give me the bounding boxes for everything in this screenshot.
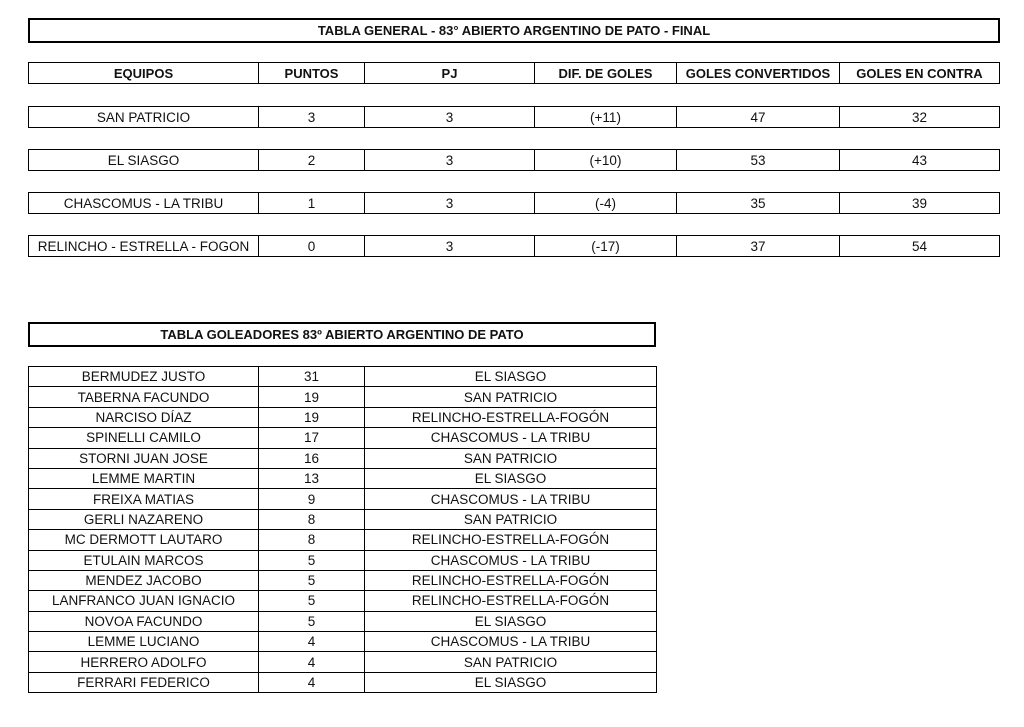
scorer-team: EL SIASGO xyxy=(365,611,657,631)
scorer-goals: 17 xyxy=(259,428,365,448)
scorer-row xyxy=(29,570,657,590)
scorer-team: SAN PATRICIO xyxy=(365,652,657,672)
team-name: SAN PATRICIO xyxy=(29,107,259,127)
team-played: 3 xyxy=(365,150,535,170)
scorer-goals: 31 xyxy=(259,367,365,387)
scorer-goals: 8 xyxy=(259,509,365,529)
scorer-row xyxy=(29,591,657,611)
scorer-team: EL SIASGO xyxy=(365,672,657,692)
general-table-title: TABLA GENERAL - 83° ABIERTO ARGENTINO DE PATO - FINAL xyxy=(28,18,1000,43)
scorer-team: SAN PATRICIO xyxy=(365,387,657,407)
scorer-goals: 9 xyxy=(259,489,365,509)
team-points: 2 xyxy=(259,150,365,170)
team-goal-diff: (-4) xyxy=(535,193,677,213)
scorer-row xyxy=(29,652,657,672)
scorer-name: ETULAIN MARCOS xyxy=(29,550,259,570)
scorer-row xyxy=(29,489,657,509)
team-name: EL SIASGO xyxy=(29,150,259,170)
team-goals-for: 37 xyxy=(677,236,840,256)
team-goal-diff: (+10) xyxy=(535,150,677,170)
scorer-team: CHASCOMUS - LA TRIBU xyxy=(365,489,657,509)
team-name: RELINCHO - ESTRELLA - FOGON xyxy=(29,236,259,256)
scorer-goals: 4 xyxy=(259,672,365,692)
scorer-team: CHASCOMUS - LA TRIBU xyxy=(365,428,657,448)
scorer-team: EL SIASGO xyxy=(365,468,657,488)
scorer-name: LEMME MARTIN xyxy=(29,468,259,488)
scorer-name: NARCISO DÍAZ xyxy=(29,407,259,427)
scorer-goals: 5 xyxy=(259,550,365,570)
team-played: 3 xyxy=(365,107,535,127)
team-name: CHASCOMUS - LA TRIBU xyxy=(29,193,259,213)
scorer-row xyxy=(29,387,657,407)
team-points: 3 xyxy=(259,107,365,127)
scorer-name: GERLI NAZARENO xyxy=(29,509,259,529)
team-row xyxy=(28,235,1000,257)
scorer-name: TABERNA FACUNDO xyxy=(29,387,259,407)
scorers-table-body xyxy=(29,367,657,693)
team-row xyxy=(28,192,1000,214)
scorer-team: SAN PATRICIO xyxy=(365,448,657,468)
team-goals-for: 47 xyxy=(677,107,840,127)
scorer-row xyxy=(29,367,657,387)
team-goals-against: 39 xyxy=(911,195,928,211)
team-points: 0 xyxy=(259,236,365,256)
scorer-name: STORNI JUAN JOSE xyxy=(29,448,259,468)
team-goal-diff: (-17) xyxy=(535,236,677,256)
header-equipos: EQUIPOS xyxy=(29,63,259,83)
scorer-row xyxy=(29,468,657,488)
scorer-row xyxy=(29,672,657,692)
header-goles-en-contra: GOLES EN CONTRA xyxy=(856,65,983,81)
header-puntos: PUNTOS xyxy=(259,63,365,83)
scorer-row xyxy=(29,448,657,468)
scorer-row xyxy=(29,509,657,529)
scorer-goals: 5 xyxy=(259,611,365,631)
scorer-goals: 19 xyxy=(259,407,365,427)
team-goals-against: 43 xyxy=(911,152,928,168)
scorer-name: LANFRANCO JUAN IGNACIO xyxy=(29,591,259,611)
general-table-header xyxy=(28,62,1000,84)
scorer-team: RELINCHO-ESTRELLA-FOGÓN xyxy=(365,530,657,550)
scorer-team: EL SIASGO xyxy=(365,367,657,387)
scorer-goals: 13 xyxy=(259,468,365,488)
scorer-team: RELINCHO-ESTRELLA-FOGÓN xyxy=(365,591,657,611)
scorer-name: MENDEZ JACOBO xyxy=(29,570,259,590)
scorer-name: HERRERO ADOLFO xyxy=(29,652,259,672)
header-pj: PJ xyxy=(365,63,535,83)
scorer-name: NOVOA FACUNDO xyxy=(29,611,259,631)
scorer-row xyxy=(29,530,657,550)
scorer-name: FREIXA MATIAS xyxy=(29,489,259,509)
team-goal-diff: (+11) xyxy=(535,107,677,127)
scorer-row xyxy=(29,407,657,427)
scorer-goals: 4 xyxy=(259,652,365,672)
scorer-name: BERMUDEZ JUSTO xyxy=(29,367,259,387)
scorer-goals: 5 xyxy=(259,591,365,611)
scorer-team: RELINCHO-ESTRELLA-FOGÓN xyxy=(365,407,657,427)
scorer-name: MC DERMOTT LAUTARO xyxy=(29,530,259,550)
header-dif-goles: DIF. DE GOLES xyxy=(535,63,677,83)
team-played: 3 xyxy=(365,193,535,213)
team-goals-against: 54 xyxy=(911,238,928,254)
scorers-table-title: TABLA GOLEADORES 83º ABIERTO ARGENTINO DE PATO xyxy=(28,322,656,347)
team-points: 1 xyxy=(259,193,365,213)
scorer-goals: 4 xyxy=(259,632,365,652)
scorer-team: SAN PATRICIO xyxy=(365,509,657,529)
scorer-team: CHASCOMUS - LA TRIBU xyxy=(365,550,657,570)
scorer-goals: 5 xyxy=(259,570,365,590)
scorer-name: FERRARI FEDERICO xyxy=(29,672,259,692)
scorer-team: RELINCHO-ESTRELLA-FOGÓN xyxy=(365,570,657,590)
team-goals-for: 53 xyxy=(677,150,840,170)
scorer-row xyxy=(29,550,657,570)
scorer-name: SPINELLI CAMILO xyxy=(29,428,259,448)
header-goles-convertidos: GOLES CONVERTIDOS xyxy=(677,63,840,83)
scorer-row xyxy=(29,428,657,448)
scorers-table xyxy=(28,366,657,693)
team-played: 3 xyxy=(365,236,535,256)
scorer-row xyxy=(29,611,657,631)
scorer-team: CHASCOMUS - LA TRIBU xyxy=(365,632,657,652)
scorer-goals: 16 xyxy=(259,448,365,468)
scorer-goals: 19 xyxy=(259,387,365,407)
team-goals-against: 32 xyxy=(911,109,928,125)
scorer-row xyxy=(29,632,657,652)
team-goals-for: 35 xyxy=(677,193,840,213)
scorer-goals: 8 xyxy=(259,530,365,550)
scorer-name: LEMME LUCIANO xyxy=(29,632,259,652)
team-row xyxy=(28,106,1000,128)
team-row xyxy=(28,149,1000,171)
